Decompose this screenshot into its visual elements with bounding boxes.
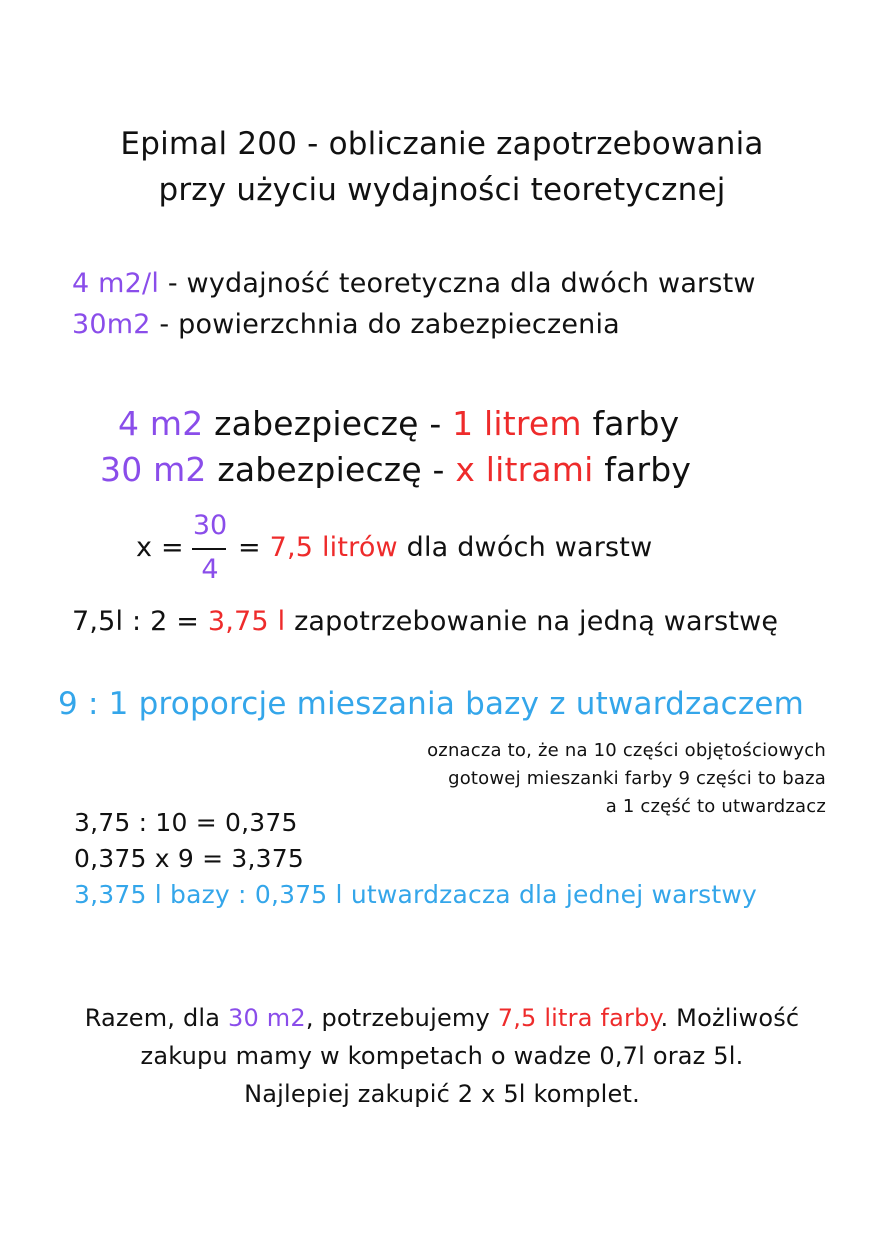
yield-description: - wydajność teoretyczna dla dwóch warstw xyxy=(159,268,756,299)
area-value: 30m2 xyxy=(72,309,151,340)
mix-note-line-1: oznacza to, że na 10 części objętościowych xyxy=(427,740,826,761)
area-line xyxy=(72,309,620,340)
proportion-text-2: zabezpieczę - xyxy=(206,450,456,489)
calc-line-1: 3,75 : 10 = 0,375 xyxy=(74,808,298,837)
fraction-denominator: 4 xyxy=(201,554,219,585)
summary-amount: 7,5 litra farby xyxy=(497,1004,661,1032)
proportion-end-1: farby xyxy=(581,404,680,443)
mix-note-line-2: gotowej mieszanki farby 9 części to baza xyxy=(448,768,826,789)
mix-ratio-headline: 9 : 1 proporcje mieszania bazy z utwardzaczem xyxy=(58,686,805,722)
summary-line-2: zakupu mamy w kompetach o wadze 0,7l oraz 5l. xyxy=(140,1042,744,1070)
fraction-numerator: 30 xyxy=(192,510,228,541)
proportion-amount-1: 1 litrem xyxy=(452,404,582,443)
summary-text-3: . Możliwość xyxy=(660,1004,800,1032)
proportion-area-1: 4 m2 xyxy=(118,404,204,443)
calc-line-3: 3,375 l bazy : 0,375 l utwardzacza dla jednej warstwy xyxy=(74,880,758,909)
proportion-amount-2: x litrami xyxy=(455,450,594,489)
page-title: Epimal 200 - obliczanie zapotrzebowania xyxy=(120,126,764,162)
proportion-area-2: 30 m2 xyxy=(100,450,207,489)
mix-note-line-3: a 1 część to utwardzacz xyxy=(605,796,826,817)
yield-line xyxy=(72,268,756,299)
per-layer-result: 3,75 l xyxy=(207,606,286,637)
yield-value: 4 m2/l xyxy=(72,268,160,299)
fraction-bar xyxy=(192,548,226,550)
per-layer-line xyxy=(72,606,778,637)
equation-description: dla dwóch warstw xyxy=(397,532,653,563)
summary-line-3: Najlepiej zakupić 2 x 5l komplet. xyxy=(244,1080,640,1108)
page-subtitle: przy użyciu wydajności teoretycznej xyxy=(158,172,726,208)
per-layer-description: zapotrzebowanie na jedną warstwę xyxy=(285,606,779,637)
area-description: - powierzchnia do zabezpieczenia xyxy=(150,309,620,340)
equation-result: 7,5 litrów xyxy=(269,532,398,563)
summary-text-1: Razem, dla xyxy=(84,1004,228,1032)
summary-text-2: , potrzebujemy xyxy=(305,1004,498,1032)
equation-lhs: x = xyxy=(136,532,184,563)
proportion-line-1 xyxy=(118,404,679,443)
equation-equals: = xyxy=(238,532,261,563)
summary-line-1 xyxy=(0,1004,884,1032)
summary-area: 30 m2 xyxy=(227,1004,306,1032)
fraction xyxy=(190,510,230,586)
proportion-line-2 xyxy=(100,450,691,489)
proportion-end-2: farby xyxy=(593,450,692,489)
calc-line-2: 0,375 x 9 = 3,375 xyxy=(74,844,304,873)
equation-rhs xyxy=(238,532,652,563)
per-layer-expression: 7,5l : 2 = xyxy=(72,606,208,637)
proportion-text-1: zabezpieczę - xyxy=(203,404,453,443)
